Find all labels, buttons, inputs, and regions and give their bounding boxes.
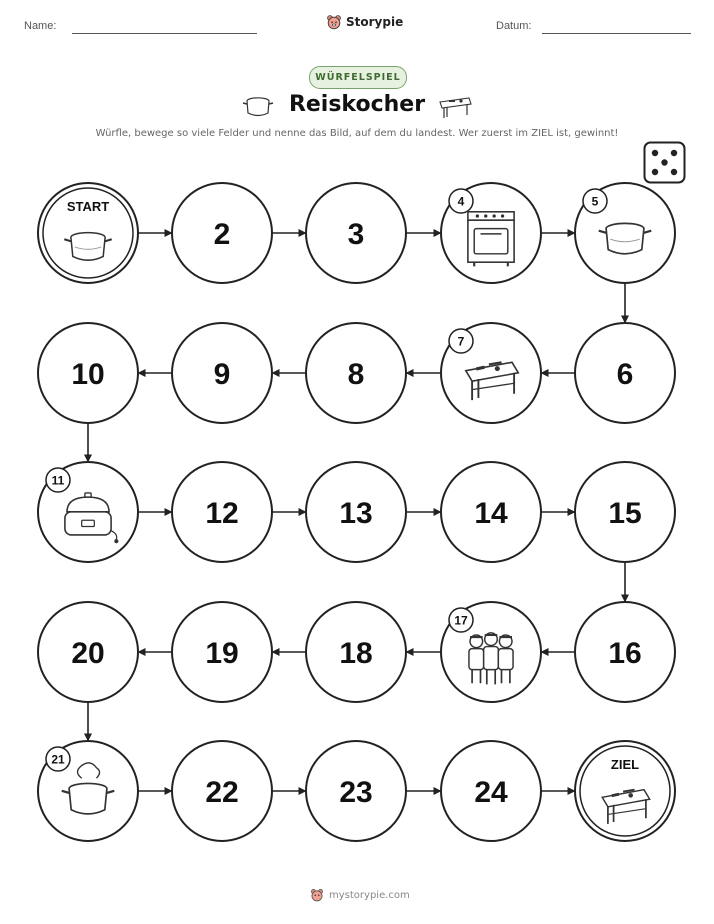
finish-label: ZIEL [610, 757, 640, 772]
brand-name: Storypie [346, 15, 404, 29]
cell-number: 19 [205, 637, 239, 670]
board-cell-24 [441, 741, 541, 841]
cell-number: 23 [339, 776, 373, 809]
cell-number: 7 [457, 334, 465, 349]
board-cell-22 [172, 741, 272, 841]
footer [310, 888, 410, 902]
name-label: Name: [24, 20, 57, 32]
cell-number: 11 [51, 473, 65, 488]
cell-number: 9 [213, 358, 231, 391]
board-cell-18 [306, 602, 406, 702]
game-type-badge: WÜRFELSPIEL [309, 66, 407, 89]
cell-number: 20 [71, 637, 105, 670]
cell-number: 13 [339, 497, 373, 530]
cell-number: 14 [474, 497, 508, 530]
board-cell-2 [172, 183, 272, 283]
bear-mascot-icon [310, 888, 324, 902]
cell-number: 18 [339, 637, 373, 670]
board-cell-10 [38, 323, 138, 423]
cell-number: 22 [205, 776, 239, 809]
board-cell-20 [38, 602, 138, 702]
board-cell-6 [575, 323, 675, 423]
cell-number: 5 [591, 194, 599, 209]
cell-number: 10 [71, 358, 105, 391]
board-cell-16 [575, 602, 675, 702]
board-cell-3 [306, 183, 406, 283]
cell-number: 24 [474, 776, 508, 809]
instructions-text: Würfle, bewege so viele Felder und nenne das Bild, auf dem du landest. Wer zuerst im ZIEL ist, gewinnt! [95, 128, 619, 139]
board-cell-14 [441, 462, 541, 562]
cell-number: 2 [213, 218, 231, 251]
board-cell-8 [306, 323, 406, 423]
start-label: START [66, 199, 110, 214]
board-cell-13 [306, 462, 406, 562]
cell-number: 8 [347, 358, 365, 391]
cell-number: 4 [457, 194, 465, 209]
cell-number: 21 [51, 752, 65, 767]
stove-icon [468, 212, 514, 267]
board-cell-15 [575, 462, 675, 562]
board-cell-19 [172, 602, 272, 702]
board-cell-9 [172, 323, 272, 423]
cell-number: 3 [347, 218, 365, 251]
date-label: Datum: [496, 20, 532, 32]
board-cell-23 [306, 741, 406, 841]
cell-number: 15 [608, 497, 642, 530]
cell-number: 17 [454, 613, 468, 628]
cell-number: 6 [616, 358, 634, 391]
board-cell-12 [172, 462, 272, 562]
cell-number: 16 [608, 637, 642, 670]
footer-url: mystorypie.com [329, 889, 410, 901]
cell-number: 12 [205, 497, 239, 530]
page-title: Reiskocher [288, 92, 426, 117]
